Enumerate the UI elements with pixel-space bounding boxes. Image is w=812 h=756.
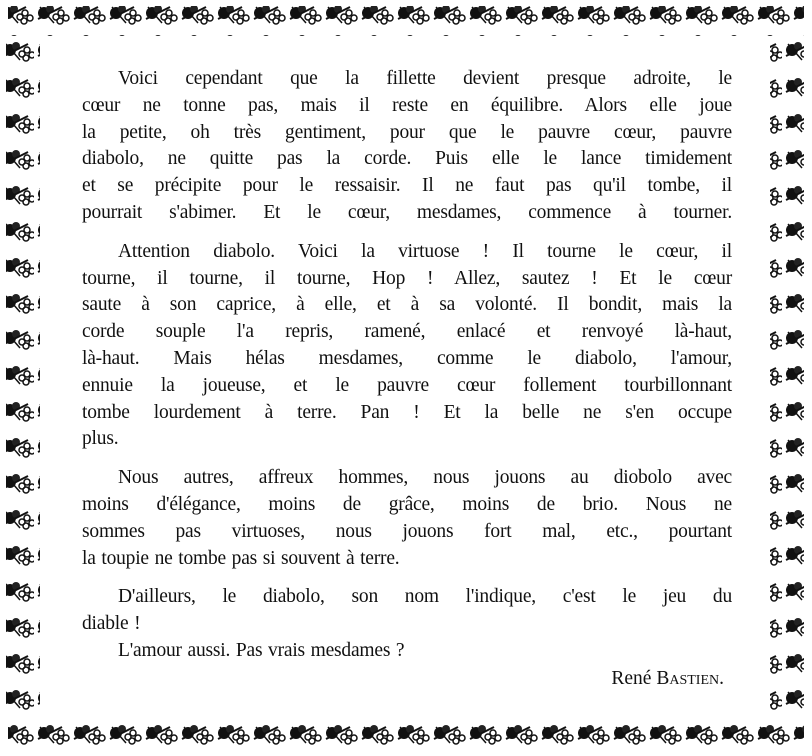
border-right [770,36,804,718]
text-line: moins d'élégance, moins de grâce, moins de brio. Nous ne [82,493,732,515]
text-line: diabolo, ne quitte pas la corde. Puis elle le lance timidement [82,148,732,170]
text-line: tourne, il tourne, il tourne, Hop ! Allez, sautez ! Et le cœur [82,267,732,289]
text-line: Attention diabolo. Voici la virtuose ! Il tourne le cœur, il [118,240,732,262]
text-line: la petite, oh très gentiment, pour que le pauvre cœur, pauvre [82,121,732,143]
text-line: saute à son caprice, à elle, et à sa volonté. Il bondit, mais la [82,294,732,316]
text-line: L'amour aussi. Pas vrais mesdames ? [118,639,405,661]
border-bottom [8,718,804,748]
paragraph-1 [82,66,732,227]
signature [82,665,732,693]
text-line: ennuie la joueuse, et le pauvre cœur follement tourbillonnant [82,374,732,396]
text-line: cœur ne tonne pas, mais il reste en équilibre. Alors elle joue [82,94,732,116]
paragraph-4 [82,584,732,638]
text-line: Nous autres, affreux hommes, nous jouons au diobolo avec [118,467,732,489]
text-line: la toupie ne tombe pas si souvent à terre. [82,547,400,569]
article-body [82,66,732,693]
signature-first-name: René [611,667,652,689]
paragraph-2 [82,239,732,453]
text-line: pourrait s'abimer. Et le cœur, mesdames, commence à tourner. [82,201,732,223]
text-line: et se précipite pour le ressaisir. Il ne faut pas qu'il tombe, il [82,175,732,197]
text-line: Voici cependant que la fillette devient presque adroite, le [118,68,732,89]
text-line: corde souple l'a repris, ramené, enlacé et renvoyé là-haut, [82,321,732,343]
paragraph-3 [82,465,732,572]
text-line: plus. [82,428,119,450]
border-left [6,36,40,718]
signature-last-name: Bastien. [656,667,724,689]
text-line: diable ! [82,613,141,635]
paragraph-5 [82,638,732,665]
text-line: D'ailleurs, le diabolo, son nom l'indique, c'est le jeu du [118,586,732,608]
border-top [8,6,804,36]
text-line: là-haut. Mais hélas mesdames, comme le diabolo, l'amour, [82,347,732,369]
text-line: sommes pas virtuoses, nous jouons fort mal, etc., pourtant [82,520,732,542]
text-line: tombe lourdement à terre. Pan ! Et la belle ne s'en occupe [82,401,732,423]
